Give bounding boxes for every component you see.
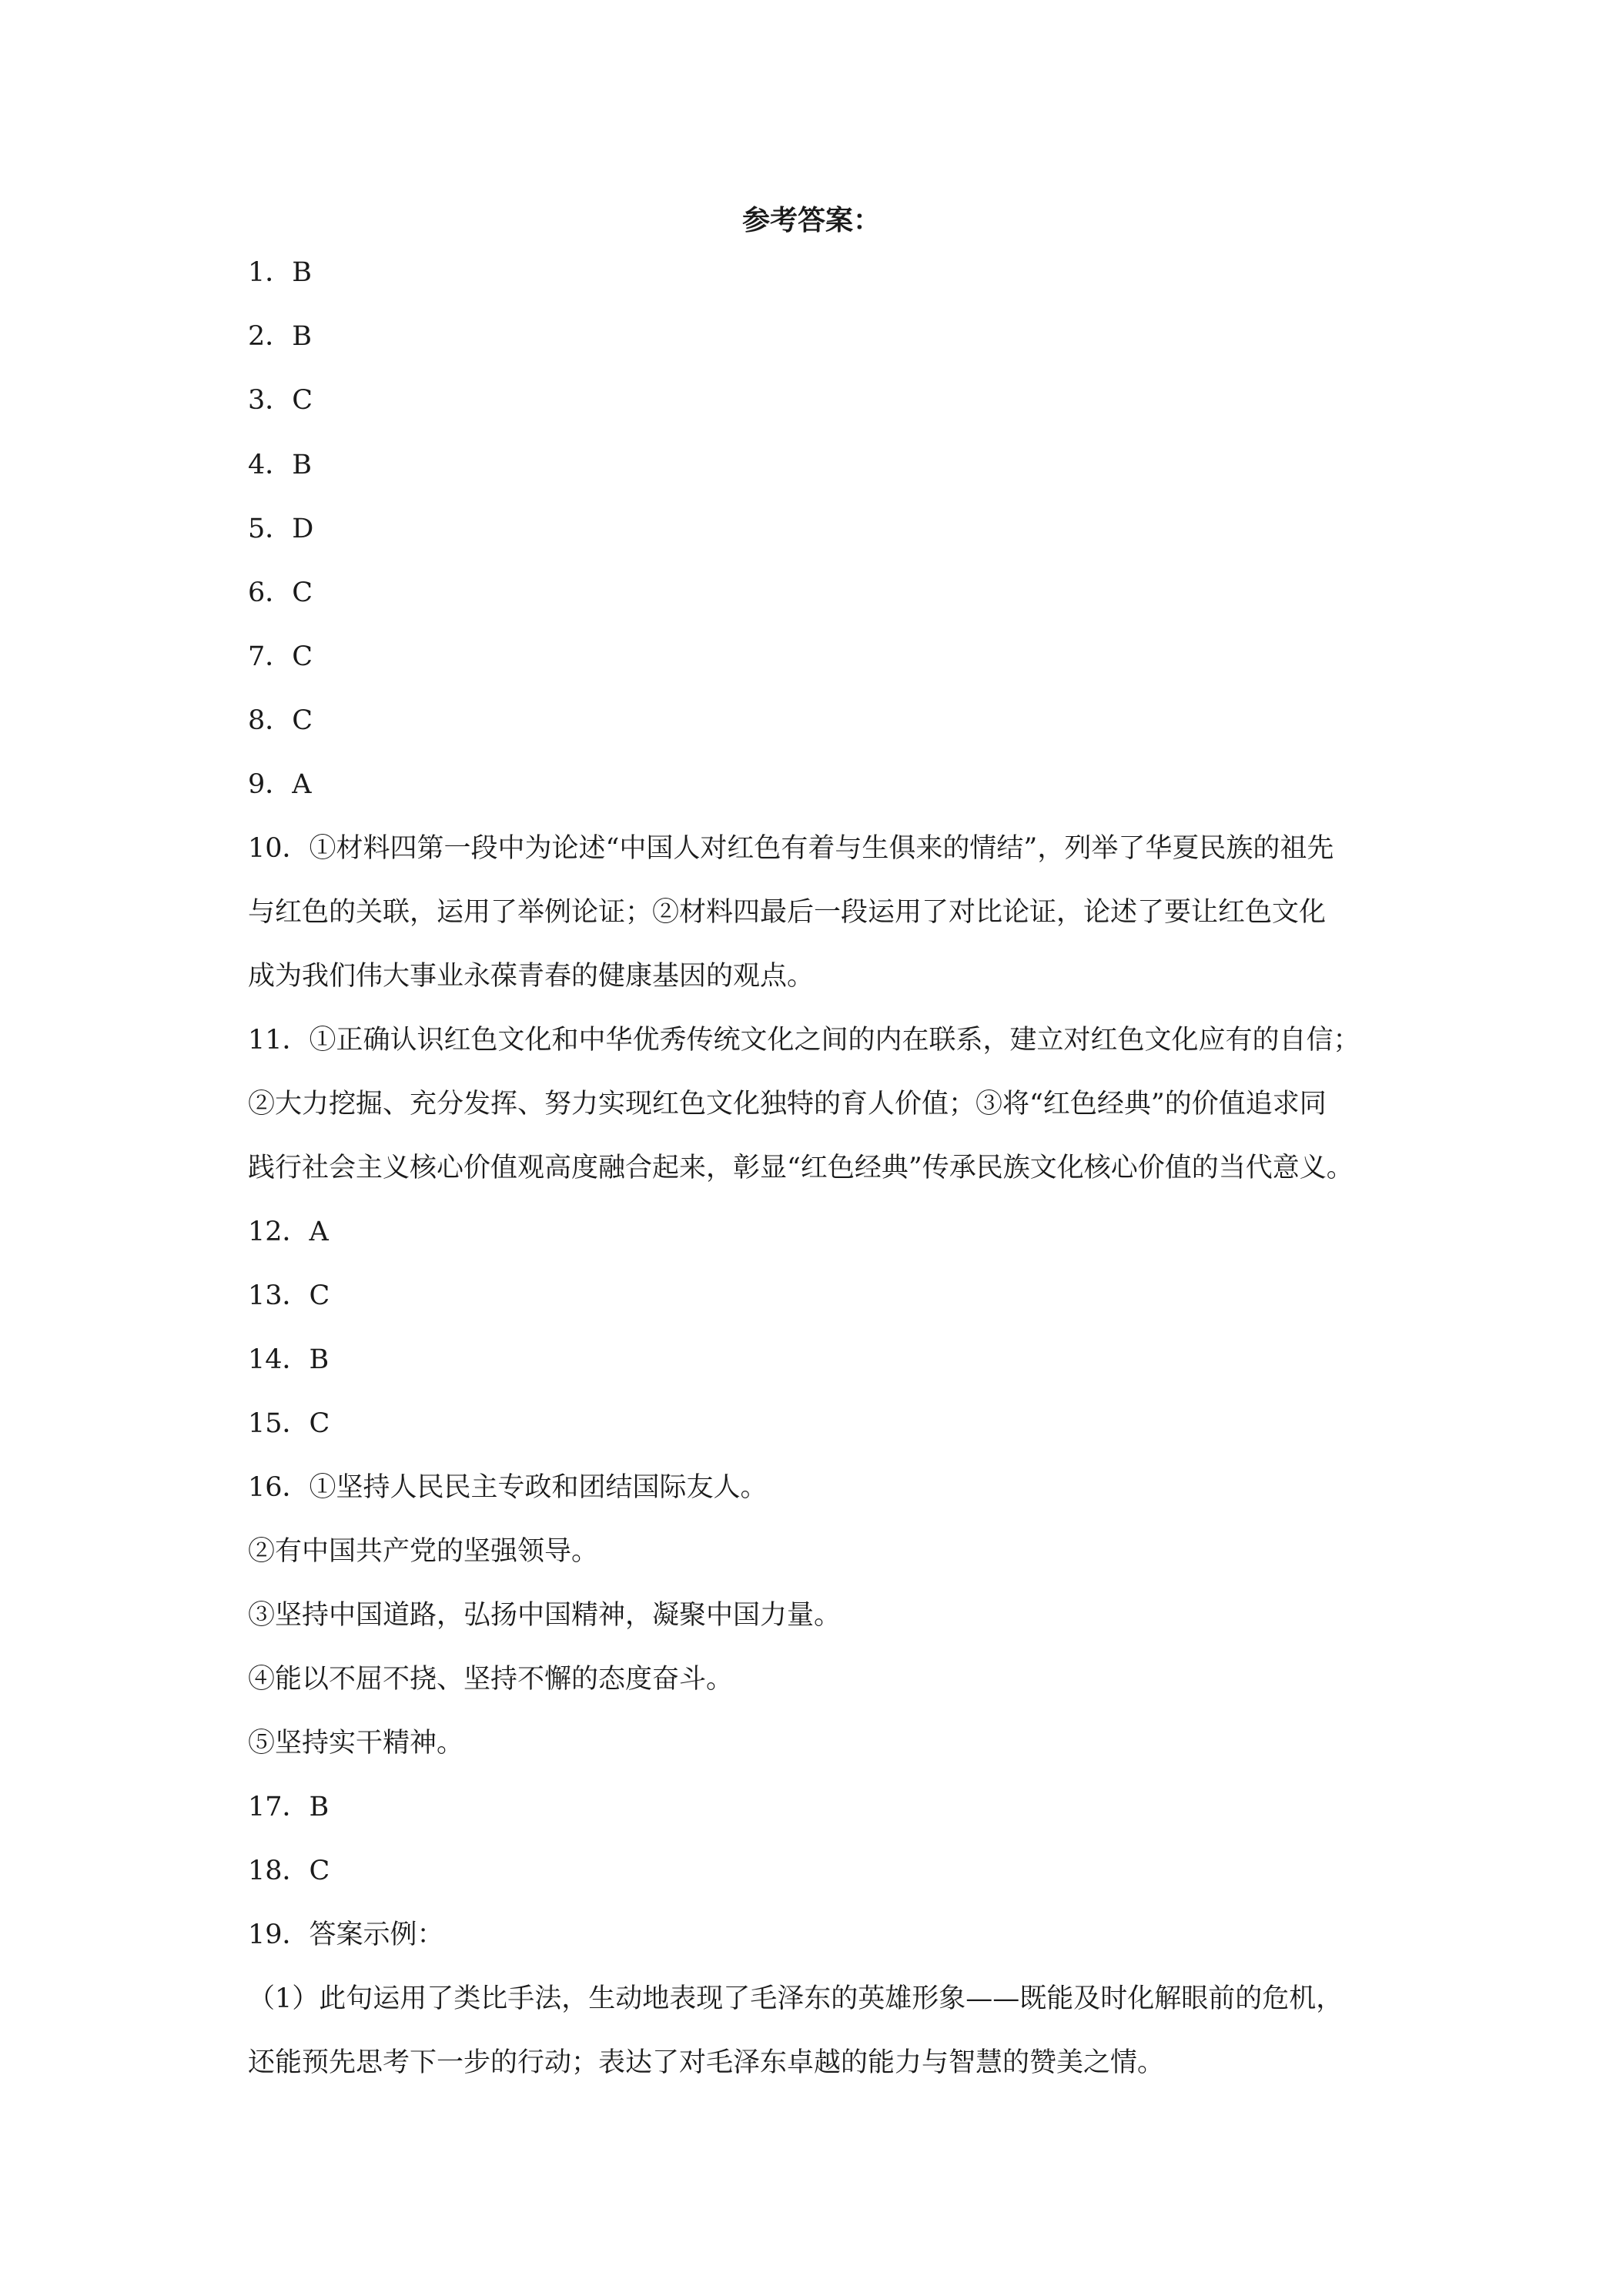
- answer-line-13: 13．C: [248, 1280, 330, 1311]
- answer-11-line-2: ②大力挖掘、充分发挥、努力实现红色文化独特的育人价值；③将“红色经典”的价值追求同: [248, 1089, 1327, 1120]
- answer-line-5: 5．D: [248, 514, 314, 544]
- answer-16-line-2: ②有中国共产党的坚强领导。: [248, 1536, 599, 1567]
- page-title: 参考答案：: [741, 204, 881, 236]
- answer-11-line-3: 践行社会主义核心价值观高度融合起来，彰显“红色经典”传承民族文化核心价值的当代意义。: [248, 1153, 1354, 1183]
- answer-line-8: 8．C: [248, 705, 313, 736]
- answer-line-7: 7．C: [248, 641, 313, 672]
- answer-line-9: 9．A: [248, 769, 312, 800]
- answer-line-14: 14．B: [248, 1344, 330, 1375]
- answer-19-line-3: 还能预先思考下一步的行动；表达了对毛泽东卓越的能力与智慧的赞美之情。: [248, 2047, 1165, 2078]
- answer-line-17: 17．B: [248, 1792, 330, 1822]
- answer-line-6: 6．C: [248, 577, 313, 608]
- answer-16-line-4: ④能以不屈不挠、坚持不懈的态度奋斗。: [248, 1664, 734, 1695]
- answer-16-line-1: 16．①坚持人民民主专政和团结国际友人。: [248, 1472, 768, 1503]
- answer-16-line-5: ⑤坚持实干精神。: [248, 1728, 464, 1759]
- answer-19-line-2: （1）此句运用了类比手法，生动地表现了毛泽东的英雄形象——既能及时化解眼前的危机，: [248, 1983, 1344, 2014]
- answer-line-4: 4．B: [248, 450, 312, 480]
- answer-line-2: 2．B: [248, 321, 312, 352]
- answer-10-line-3: 成为我们伟大事业永葆青春的健康基因的观点。: [248, 961, 815, 992]
- answer-line-1: 1．B: [248, 257, 312, 288]
- answer-line-18: 18．C: [248, 1856, 330, 1886]
- answer-10-line-1: 10．①材料四第一段中为论述“中国人对红色有着与生俱来的情结”，列举了华夏民族的祖先: [248, 833, 1334, 864]
- answer-line-15: 15．C: [248, 1408, 330, 1439]
- answer-16-line-3: ③坚持中国道路，弘扬中国精神，凝聚中国力量。: [248, 1600, 842, 1631]
- answer-19-line-1: 19．答案示例：: [248, 1919, 444, 1950]
- answer-11-line-1: 11．①正确认识红色文化和中华优秀传统文化之间的内在联系，建立对红色文化应有的自信；: [248, 1025, 1360, 1056]
- answer-line-12: 12．A: [248, 1217, 329, 1247]
- answer-10-line-2: 与红色的关联，运用了举例论证；②材料四最后一段运用了对比论证，论述了要让红色文化: [248, 897, 1327, 928]
- answer-line-3: 3．C: [248, 385, 313, 416]
